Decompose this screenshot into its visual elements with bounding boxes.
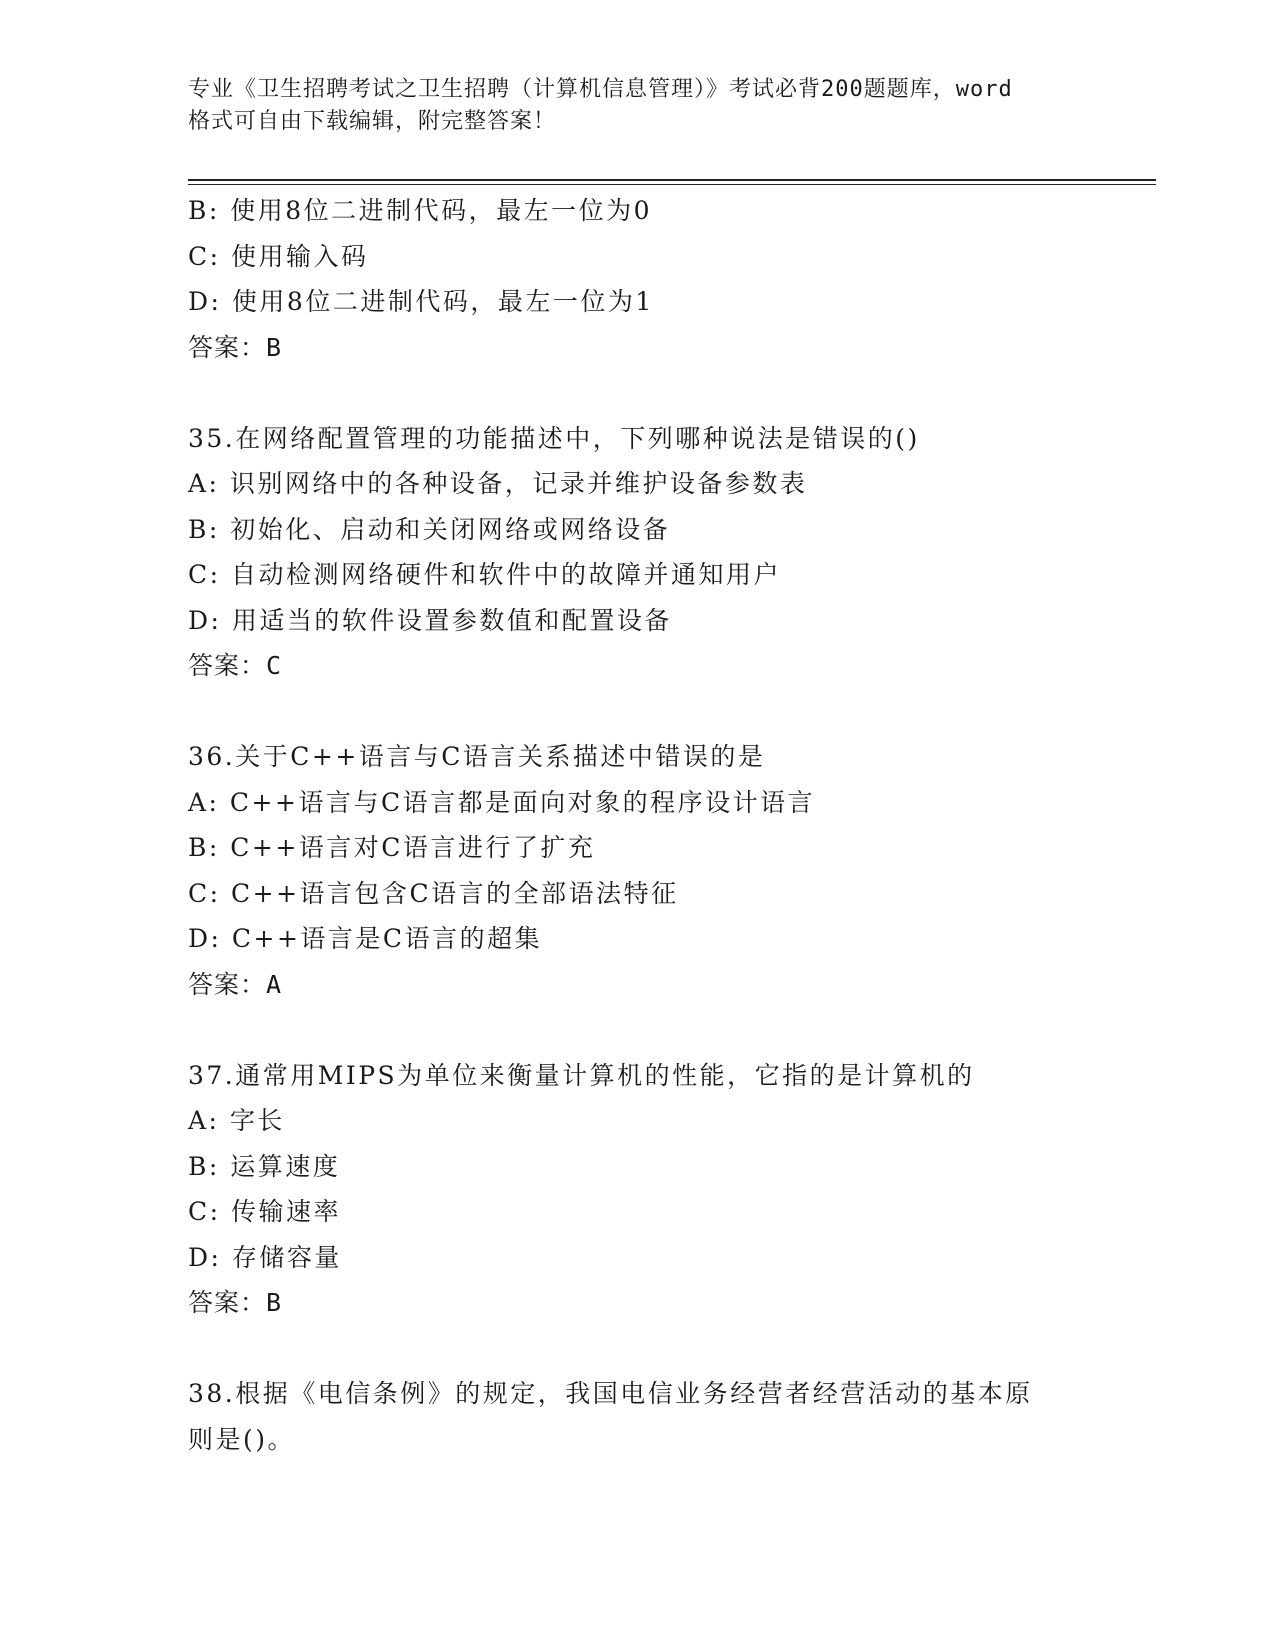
answer: 答案：A	[188, 969, 283, 999]
option-c: C: 使用输入码	[188, 241, 369, 271]
spacer	[188, 689, 1148, 735]
spacer	[188, 1007, 1148, 1053]
header-divider	[188, 179, 1156, 185]
question-text: 36.关于C++语言与C语言关系描述中错误的是	[188, 742, 766, 771]
option-d: D: 存储容量	[188, 1242, 342, 1272]
option-a: A: C++语言与C语言都是面向对象的程序设计语言	[188, 787, 816, 817]
answer: 答案：B	[188, 332, 283, 362]
answer: 答案：B	[188, 1288, 283, 1317]
question-37	[188, 1053, 1148, 1326]
question-text-line-1: 38.根据《电信条例》的规定，我国电信业务经营者经营活动的基本原	[188, 1379, 1033, 1408]
question-36	[188, 734, 1148, 1007]
option-d: D: 用适当的软件设置参数值和配置设备	[188, 605, 672, 635]
option-c: C: 传输速率	[188, 1197, 341, 1226]
option-b: B: C++语言对C语言进行了扩充	[188, 833, 596, 862]
option-d: D: 使用8位二进制代码，最左一位为1	[188, 287, 654, 316]
question-list	[188, 188, 1148, 1462]
answer: 答案：C	[188, 651, 283, 680]
header-line-1: 专业《卫生招聘考试之卫生招聘（计算机信息管理）》考试必背200题题库，word	[188, 77, 1013, 102]
question-38	[188, 1371, 1148, 1462]
option-c: C: 自动检测网络硬件和软件中的故障并通知用户	[188, 560, 781, 589]
header-line-2: 格式可自由下载编辑，附完整答案！	[188, 109, 557, 134]
option-b: B: 初始化、启动和关闭网络或网络设备	[188, 514, 671, 544]
question-text: 37.通常用MIPS为单位来衡量计算机的性能，它指的是计算机的	[188, 1060, 975, 1090]
question-text-line-2: 则是()。	[188, 1424, 296, 1454]
document-header	[188, 74, 1088, 138]
spacer	[188, 370, 1148, 416]
option-a: A: 识别网络中的各种设备，记录并维护设备参数表	[188, 469, 808, 498]
option-b: B: 运算速度	[188, 1151, 341, 1181]
spacer	[188, 1326, 1148, 1372]
option-a: A: 字长	[188, 1106, 285, 1135]
option-d: D: C++语言是C语言的超集	[188, 924, 543, 953]
option-c: C: C++语言包含C语言的全部语法特征	[188, 878, 679, 908]
option-b: B: 使用8位二进制代码，最左一位为0	[188, 196, 653, 225]
question-35	[188, 416, 1148, 689]
question-text: 35.在网络配置管理的功能描述中，下列哪种说法是错误的()	[188, 423, 920, 453]
question-34-tail	[188, 188, 1148, 370]
